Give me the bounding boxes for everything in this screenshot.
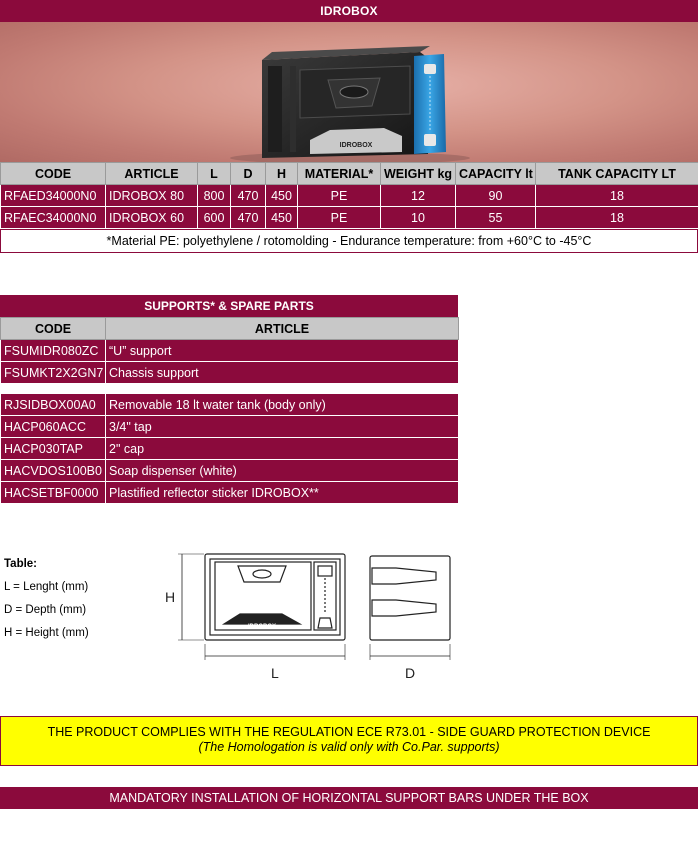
cell-l: 600: [198, 207, 231, 229]
cell-weight: 10: [381, 207, 456, 229]
cell-material: PE: [298, 207, 381, 229]
dimension-legend: [4, 553, 89, 645]
cell-code: RFAED34000N0: [1, 185, 106, 207]
cell-article: Removable 18 lt water tank (body only): [106, 394, 459, 416]
cell-material: PE: [298, 185, 381, 207]
cell-code: HACSETBF0000: [1, 482, 106, 504]
cell-article: Chassis support: [106, 362, 459, 384]
cell-code: RJSIDBOX00A0: [1, 394, 106, 416]
cell-h: 450: [266, 185, 298, 207]
table-row: [1, 438, 459, 460]
table-row: [1, 185, 698, 207]
cell-code: HACP030TAP: [1, 438, 106, 460]
cell-article: 3/4" tap: [106, 416, 459, 438]
header-capacity: CAPACITY lt: [456, 163, 536, 185]
header-d: D: [231, 163, 266, 185]
cell-h: 450: [266, 207, 298, 229]
header-weight: WEIGHT kg: [381, 163, 456, 185]
cell-d: 470: [231, 207, 266, 229]
header-l: L: [198, 163, 231, 185]
supports-title: SUPPORTS* & SPARE PARTS: [0, 295, 458, 317]
table-row: [1, 482, 459, 504]
header-article: ARTICLE: [106, 318, 459, 340]
cell-article: Soap dispenser (white): [106, 460, 459, 482]
table-row: [1, 362, 459, 384]
cell-article: IDROBOX 60: [106, 207, 198, 229]
box-label-text: IDROBOX: [339, 142, 373, 149]
product-title: IDROBOX: [0, 0, 698, 22]
cell-code: FSUMKT2X2GN7: [1, 362, 106, 384]
header-article: ARTICLE: [106, 163, 198, 185]
supports-section: [0, 295, 458, 504]
header-code: CODE: [1, 318, 106, 340]
toolbox-image: [0, 22, 698, 162]
cell-weight: 12: [381, 185, 456, 207]
label-d: D: [404, 665, 416, 681]
legend-item-d: D = Depth (mm): [4, 604, 87, 616]
material-note: *Material PE: polyethylene / rotomolding - Endurance temperature: from +60°C to -45°C: [0, 229, 698, 253]
legend-item-l: L = Lenght (mm): [4, 581, 89, 593]
compliance-main: THE PRODUCT COMPLIES WITH THE REGULATION ECE R73.01 - SIDE GUARD PROTECTION DEVICE: [47, 725, 651, 739]
cell-article: “U” support: [106, 340, 459, 362]
cell-article: Plastified reflector sticker IDROBOX**: [106, 482, 459, 504]
cell-l: 800: [198, 185, 231, 207]
header-material: MATERIAL*: [298, 163, 381, 185]
table-row: [1, 340, 459, 362]
cell-tank-capacity: 18: [536, 207, 698, 229]
legend-item-h: H = Height (mm): [4, 627, 89, 639]
table-row: [1, 460, 459, 482]
table-row: [1, 394, 459, 416]
table-gap: [1, 384, 459, 394]
label-h: H: [165, 589, 176, 605]
drawing-box-label: IDROBOX: [247, 624, 277, 630]
product-photo: [0, 22, 698, 162]
table-header-row: [1, 163, 698, 185]
table-row: [1, 207, 698, 229]
product-table: [0, 162, 698, 229]
cell-d: 470: [231, 185, 266, 207]
header-code: CODE: [1, 163, 106, 185]
label-l: L: [271, 665, 279, 681]
cell-capacity: 55: [456, 207, 536, 229]
dimension-drawing: [160, 548, 470, 688]
cell-code: FSUMIDR080ZC: [1, 340, 106, 362]
cell-code: HACVDOS100B0: [1, 460, 106, 482]
cell-capacity: 90: [456, 185, 536, 207]
cell-code: RFAEC34000N0: [1, 207, 106, 229]
cell-article: 2" cap: [106, 438, 459, 460]
compliance-sub: (The Homologation is valid only with Co.Par. supports): [198, 740, 500, 754]
cell-code: HACP060ACC: [1, 416, 106, 438]
compliance-banner: [0, 716, 698, 766]
cell-article: IDROBOX 80: [106, 185, 198, 207]
product-section: [0, 0, 698, 253]
header-h: H: [266, 163, 298, 185]
cell-tank-capacity: 18: [536, 185, 698, 207]
table-header-row: [1, 318, 459, 340]
header-tank-capacity: TANK CAPACITY LT: [536, 163, 698, 185]
mandatory-banner: MANDATORY INSTALLATION OF HORIZONTAL SUPPORT BARS UNDER THE BOX: [0, 787, 698, 809]
table-row: [1, 416, 459, 438]
legend-title: Table:: [4, 558, 38, 570]
supports-table: [0, 317, 459, 504]
